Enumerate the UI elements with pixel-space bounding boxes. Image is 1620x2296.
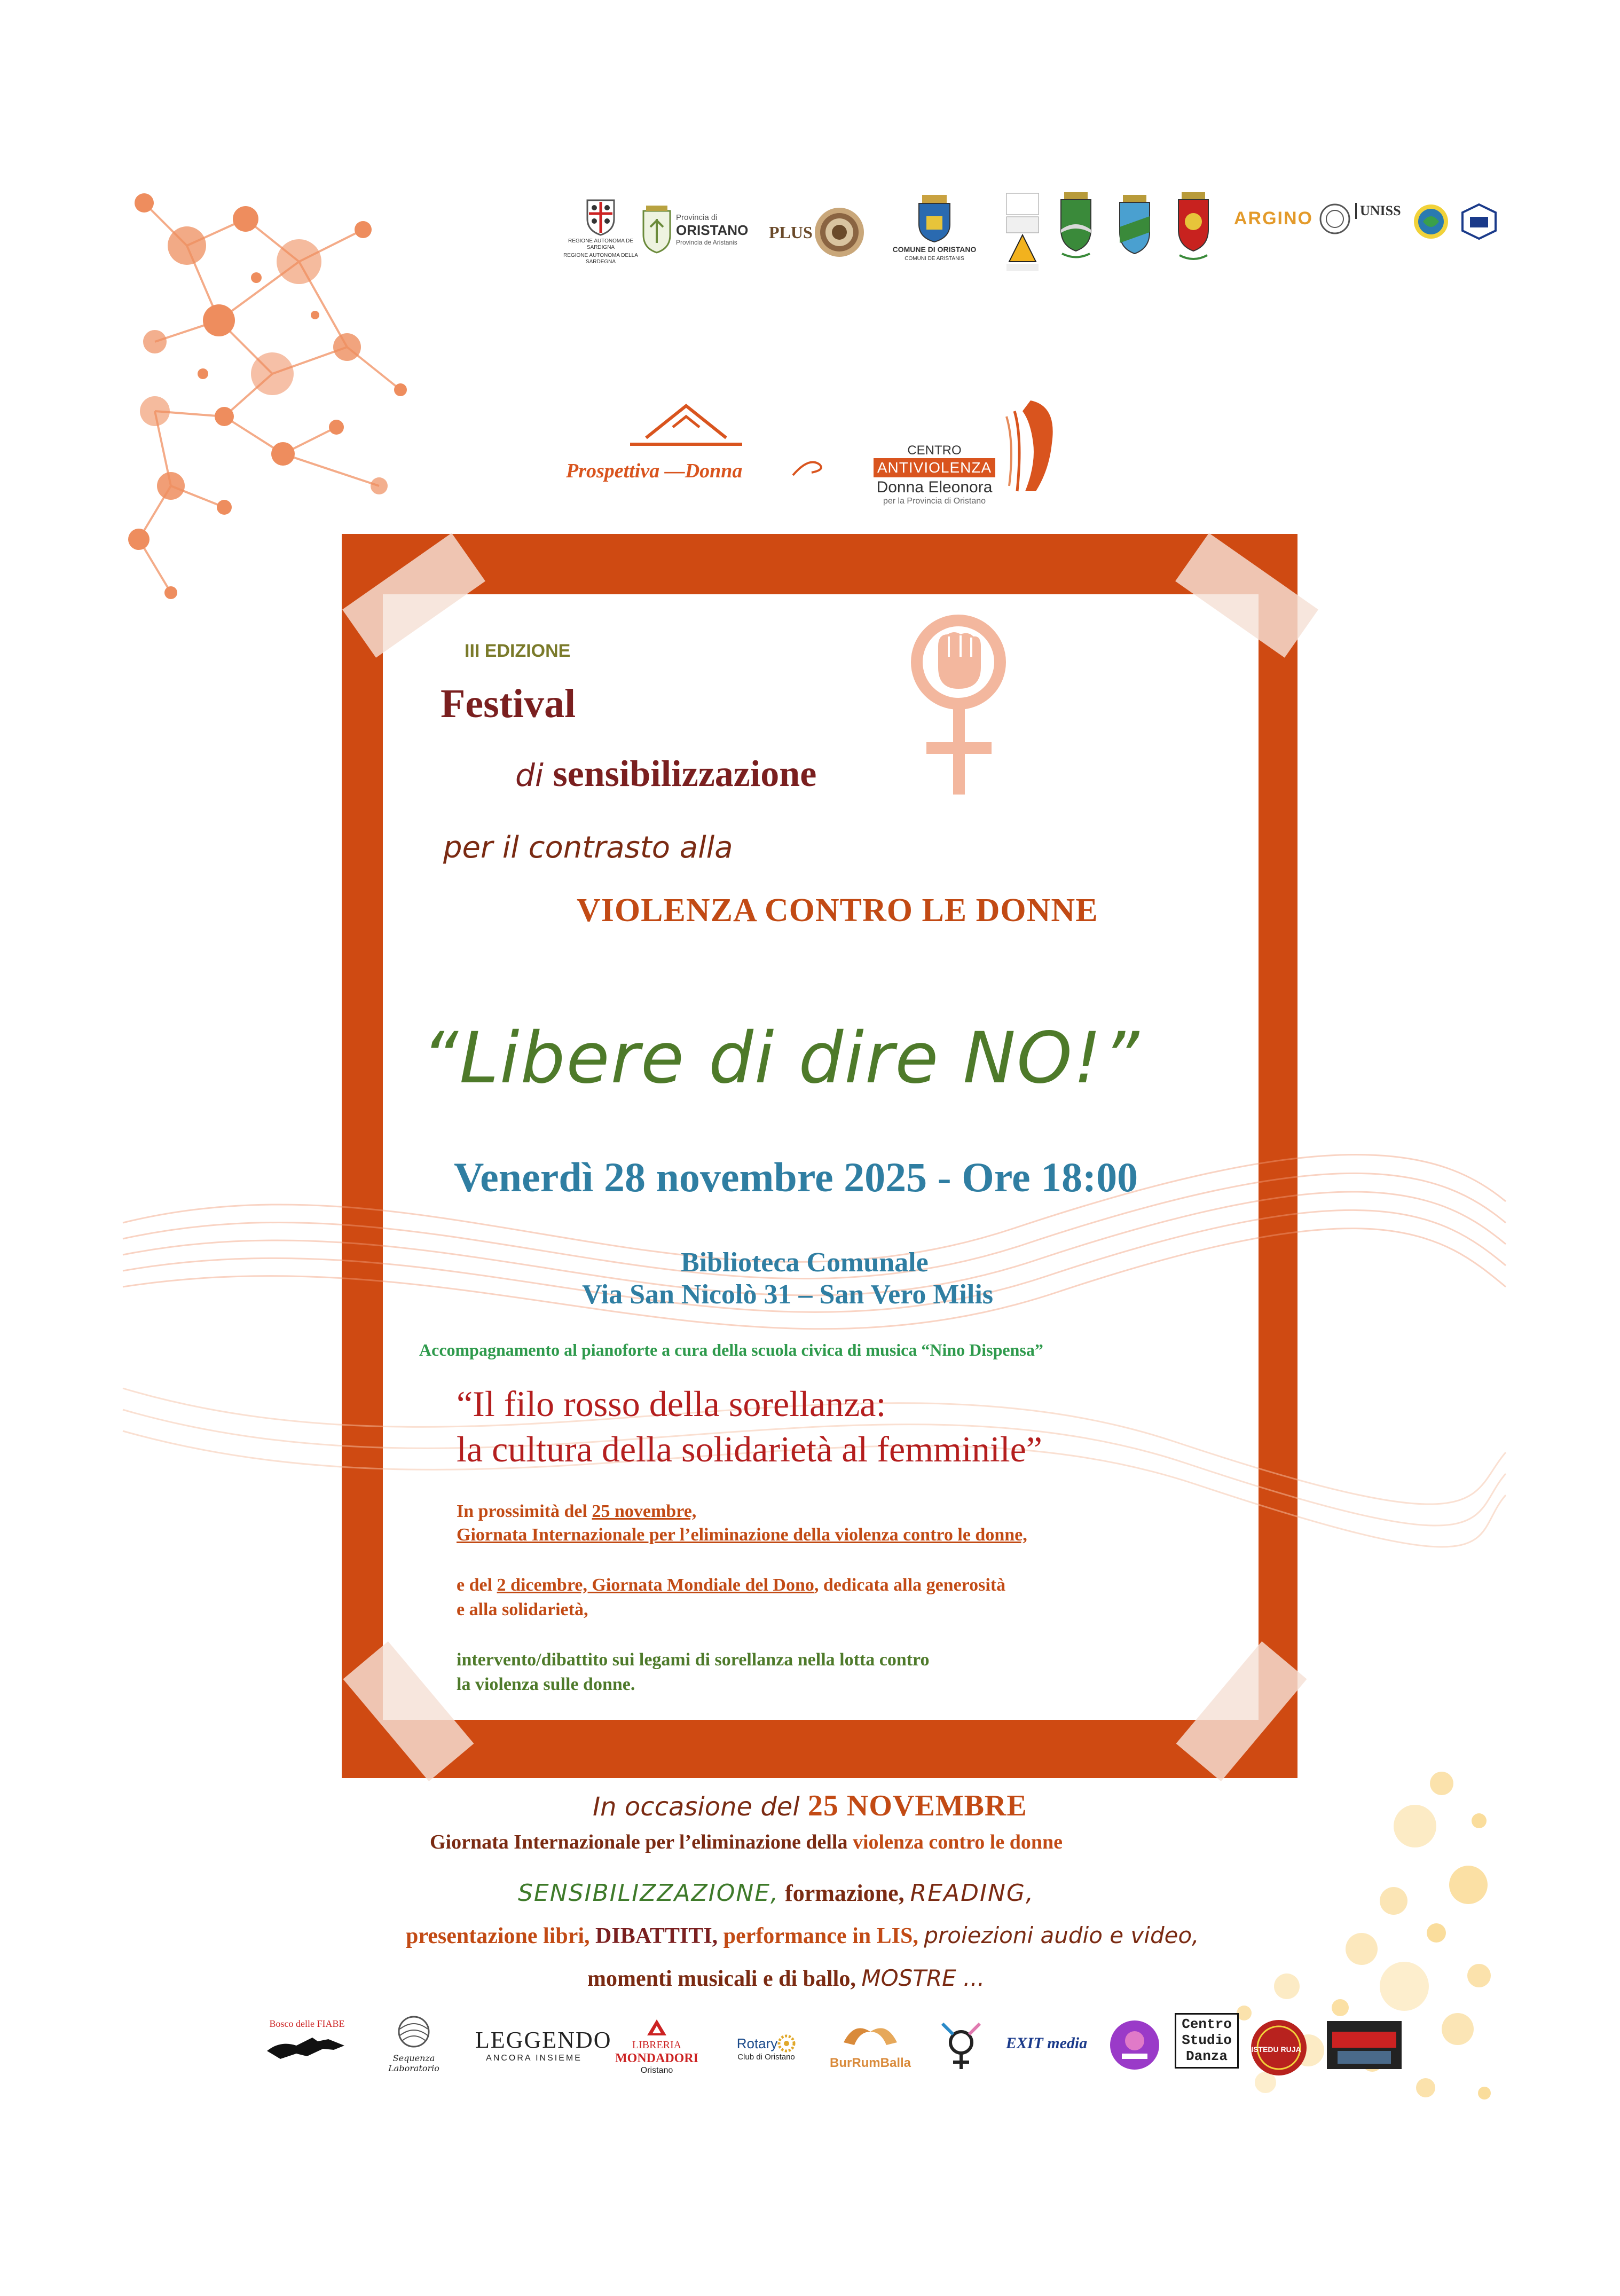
cav-sub-label: per la Provincia di Oristano [883,497,986,506]
provincia-crest-icon [641,206,673,254]
mondadori-a-icon [646,2018,667,2036]
rotary-logo [721,2034,812,2062]
l1-b: formazione, [779,1880,910,1906]
purple-circle-logo [1105,2018,1164,2074]
sens-di: di [515,757,544,793]
piano-accompaniment-note: Accompagnamento al pianoforte a cura della scuola civica di musica “Nino Dispensa” [419,1340,1043,1359]
sequenza-logo [374,2013,454,2073]
cav-band-label: ANTIVIOLENZA [874,458,995,477]
paragraph-line-6: la violenza sulle donne. [457,1674,635,1694]
burrumballa-label: BurRumBalla [829,2056,911,2070]
p1-pre: In prossimità del [457,1501,592,1521]
leggendo-sub: ANCORA INSIEME [486,2054,582,2063]
rotary-wheel-icon [777,2034,796,2053]
occasione-date: 25 NOVEMBRE [807,1789,1027,1822]
p3-pre: e del [457,1575,497,1595]
cav-small-label: CENTRO [907,443,962,458]
prospettiva-donna-roof-icon [630,395,742,454]
exit-label: EXIT media [1005,2034,1088,2052]
purple-badge-icon [1108,2018,1161,2072]
burrumballa-horns-icon [838,2021,902,2053]
plus-mandala-icon [813,206,866,259]
acli-badge-icon [1460,203,1498,240]
consigliera-badge-icon [1004,192,1041,272]
venue-address: Via San Nicolò 31 – San Vero Milis [582,1279,993,1310]
edition-label: III EDIZIONE [465,641,571,661]
regione-caption-1: REGIONE AUTONOMA DE SARDIGNA [568,238,634,250]
plus-label: PLUS [769,222,813,242]
paragraph-line-1 [457,1501,696,1522]
organizers-logos [566,395,1057,506]
swirl-icon [790,454,828,481]
burrumballa-logo [822,2021,918,2071]
p3-post: , dedicata alla generosità [814,1575,1006,1595]
paragraph-line-3 [457,1575,1005,1595]
occasione-line [593,1789,1027,1823]
l2-c: performance in LIS, [718,1924,924,1948]
sardinia-coat-of-arms-icon [585,198,617,236]
institutional-logos-row [561,192,1506,283]
provincia-oristano-logo [641,206,764,254]
l2-a: presentazione libri, [406,1924,596,1948]
festival-heading: Festival [441,681,576,726]
csd-line-1: Centro [1182,2016,1232,2032]
csd-line-3: Danza [1185,2048,1228,2064]
exit-media-logo [998,2034,1095,2053]
comune-cabras-logo [1052,192,1100,262]
cabras-crest-icon [1057,192,1095,262]
contrasto-line: per il contrasto alla [443,830,733,865]
giornata-pre: Giornata Internazionale per l’eliminazione della [430,1831,853,1853]
giornata-line [430,1830,1063,1854]
istedu-ruja-logo [1247,2018,1311,2080]
sensibilizzazione-line [515,753,816,796]
gender-symbol-logo [934,2018,988,2074]
leggendo-label: LEGGENDO [475,2027,612,2053]
paragraph-line-5: intervento/dibattito sui legami di sorellanza nella lotta contro [457,1650,930,1670]
talk-title-line-1: “Il filo rosso della sorellanza: [457,1383,886,1424]
wolf-silhouette-icon [264,2030,350,2062]
mondadori-line-2: MONDADORI [615,2051,698,2065]
plus-logo [769,206,876,259]
san-vero-milis-crest-icon [1174,192,1213,264]
comune-oristano-logo [881,195,988,262]
woman-profile-icon [993,395,1057,497]
istedu-label: ISTEDU RUJA [1251,2045,1301,2054]
comune-sub: COMUNI DE ARISTANIS [905,256,964,262]
sequenza-label: Sequenza Laboratorio [388,2053,439,2073]
solarussa-crest-icon [1115,195,1154,262]
photo-strip-logo [1324,2021,1404,2072]
uniss-label: UNISS [1360,203,1401,218]
motto-heading: “Libere di dire NO!” [422,1017,1141,1099]
violenza-heading: VIOLENZA CONTRO LE DONNE [577,892,1098,929]
l2-d: proiezioni audio e video, [924,1922,1199,1948]
yarn-ball-icon [392,2013,435,2050]
uniss-seal-icon [1319,203,1351,235]
argino-logo [1228,208,1319,229]
venue-name: Biblioteca Comunale [681,1247,929,1278]
talk-title-line-2: la cultura della solidarietà al femminile” [457,1429,1042,1469]
paragraph-line-4: e alla solidarietà, [457,1600,588,1619]
sponsor-logos-row [262,2013,1410,2093]
prospettiva-donna-label: Prospettiva —Donna [566,460,743,482]
mondadori-line-3: Oristano [640,2066,673,2075]
provincia-small-label: Provincia di [676,213,718,222]
ente-ecologico-logo [1410,203,1452,240]
event-date: Venerdì 28 novembre 2025 - Ore 18:00 [454,1154,1138,1200]
provincia-name: ORISTANO [676,222,749,238]
csd-line-2: Studio [1182,2032,1232,2048]
p3-link: 2 dicembre, Giornata Mondiale del Dono [497,1575,814,1595]
comune-san-vero-milis-logo [1169,192,1217,264]
paragraph-line-2: Giornata Internazionale per l’eliminazione della violenza contro le donne, [457,1525,1027,1545]
rotary-sub: Club di Oristano [737,2053,795,2062]
p1-date: 25 novembre, [592,1501,697,1521]
l2-b: DIBATTITI, [595,1924,718,1948]
l3-b: MOSTRE ... [861,1965,985,1991]
comune-name: COMUNE DI ORISTANO [892,245,977,254]
comune-crest-icon [916,195,953,243]
transgender-symbol-icon [937,2018,985,2072]
l1-c: READING, [910,1880,1034,1907]
sens-word: sensibilizzazione [553,753,817,795]
feminist-fist-symbol-icon [905,609,1012,801]
bosco-label: Bosco delle FIABE [269,2018,345,2029]
mondadori-line-1: LIBRERIA [632,2039,682,2051]
l1-a: SENSIBILIZZAZIONE, [518,1880,780,1907]
giornata-highlight: violenza contro le donne [852,1831,1063,1853]
consigliera-parita-logo [998,192,1047,272]
activities-line-1 [518,1880,1034,1907]
occasione-pre: In occasione del [593,1792,808,1822]
l3-a: momenti musicali e di ballo, [587,1967,862,1991]
centro-studio-danza-logo [1175,2013,1239,2069]
regione-caption-2: REGIONE AUTONOMA DELLA SARDEGNA [563,253,638,265]
leggendo-logo [475,2026,612,2063]
film-photo-icon [1327,2021,1402,2069]
comune-solarussa-logo [1111,195,1159,262]
provincia-sub-label: Provincia de Aristanis [676,239,737,246]
cav-name-label: Donna Eleonora [876,478,993,496]
regione-sardegna-logo [561,198,641,265]
acli-logo [1458,203,1500,240]
mondadori-logo [603,2018,710,2075]
bosco-fiabe-logo [262,2018,352,2064]
globe-badge-icon [1412,203,1450,240]
activities-line-2 [406,1922,1199,1949]
rotary-label: Rotary [736,2035,778,2051]
argino-label: ARGINO [1234,208,1313,229]
activities-line-3 [587,1965,985,1992]
